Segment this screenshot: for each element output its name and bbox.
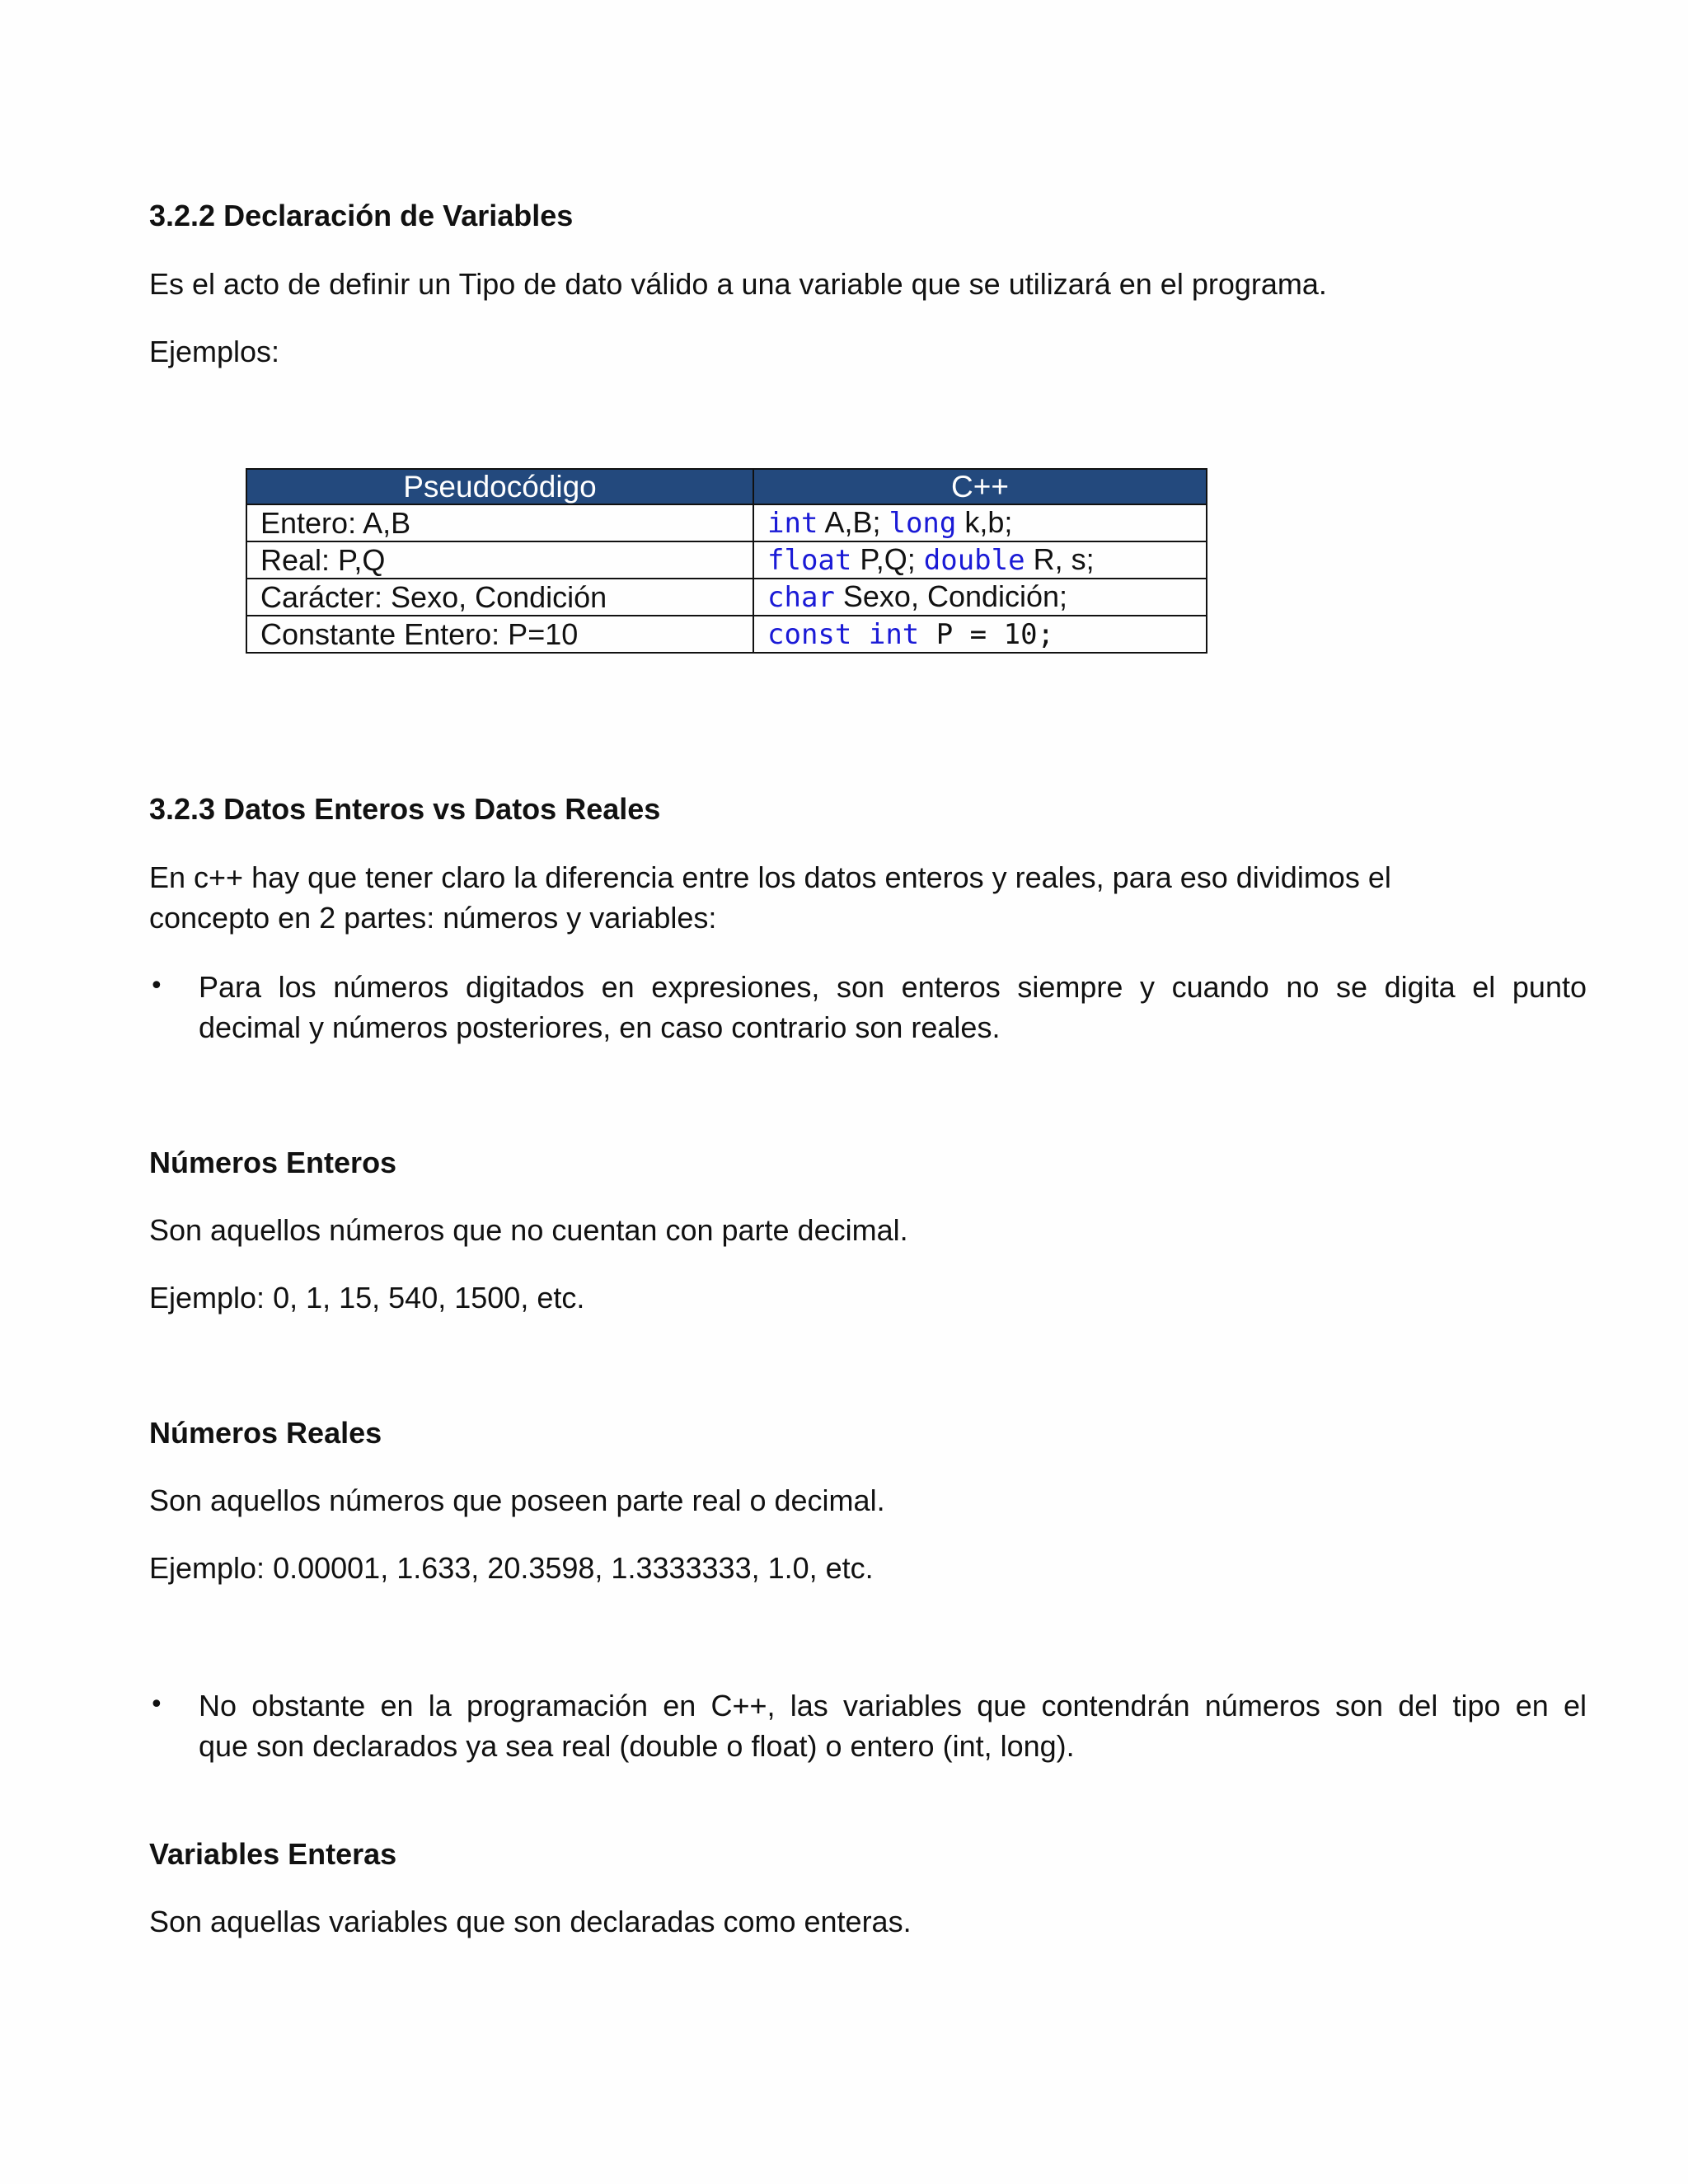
example-line: Ejemplo: 0.00001, 1.633, 20.3598, 1.3333333, 1.0, etc. — [149, 1551, 874, 1585]
table-header-row — [246, 469, 1207, 504]
cpp-cell — [753, 579, 1207, 616]
paragraph-line: En c++ hay que tener claro la diferencia entre los datos enteros y reales, para eso dividimos el — [149, 860, 1391, 894]
bullet-text-line: Para los números digitados en expresiones, son enteros siempre y cuando no se digita el punto — [199, 970, 1587, 1004]
pseudo-cell: Real: P,Q — [246, 541, 753, 579]
code-text: Sexo, Condición; — [834, 579, 1068, 613]
section-heading-322: 3.2.2 Declaración de Variables — [149, 199, 574, 232]
table-row — [246, 541, 1207, 579]
subheading-numeros-enteros: Números Enteros — [149, 1146, 397, 1179]
keyword-const: const — [767, 618, 852, 651]
keyword-int: int — [868, 618, 920, 651]
code-text: A,B; — [818, 505, 889, 539]
cpp-cell — [753, 504, 1207, 541]
subheading-numeros-reales: Números Reales — [149, 1416, 382, 1450]
code-text: P = 10; — [919, 618, 1055, 651]
subheading-variables-enteras: Variables Enteras — [149, 1837, 397, 1871]
keyword-float: float — [767, 544, 852, 577]
keyword-char: char — [767, 581, 835, 614]
bullet-marker: • — [149, 1690, 164, 1719]
keyword-double: double — [923, 544, 1025, 577]
cpp-cell — [753, 541, 1207, 579]
cpp-cell — [753, 616, 1207, 653]
declaration-table — [246, 468, 1207, 654]
examples-label: Ejemplos: — [149, 335, 280, 368]
table-row — [246, 616, 1207, 653]
pseudo-cell: Entero: A,B — [246, 504, 753, 541]
bullet-text-line: No obstante en la programación en C++, las variables que contendrán números son del tipo en el — [199, 1689, 1587, 1722]
description: Son aquellos números que no cuentan con parte decimal. — [149, 1213, 908, 1247]
code-text: P,Q; — [851, 542, 924, 576]
bullet-marker: • — [149, 972, 164, 1001]
intro-paragraph: Es el acto de definir un Tipo de dato válido a una variable que se utilizará en el programa. — [149, 267, 1327, 301]
paragraph-line: concepto en 2 partes: números y variables: — [149, 901, 717, 935]
table-row — [246, 579, 1207, 616]
keyword-long: long — [889, 507, 957, 540]
example-line: Ejemplo: 0, 1, 15, 540, 1500, etc. — [149, 1281, 585, 1315]
description: Son aquellos números que poseen parte real o decimal. — [149, 1483, 885, 1517]
keyword-int: int — [767, 507, 818, 540]
header-cpp: C++ — [753, 469, 1207, 504]
pseudo-cell: Constante Entero: P=10 — [246, 616, 753, 653]
code-text: R, s; — [1025, 542, 1095, 576]
pseudo-cell: Carácter: Sexo, Condición — [246, 579, 753, 616]
bullet-text-line: decimal y números posteriores, en caso contrario son reales. — [199, 1010, 1001, 1044]
code-text: k,b; — [956, 505, 1013, 539]
header-pseudocode: Pseudocódigo — [246, 469, 753, 504]
section-heading-323: 3.2.3 Datos Enteros vs Datos Reales — [149, 792, 661, 826]
bullet-text-line: que son declarados ya sea real (double o float) o entero (int, long). — [199, 1729, 1075, 1763]
description: Son aquellas variables que son declaradas como enteras. — [149, 1905, 912, 1938]
table-row — [246, 504, 1207, 541]
